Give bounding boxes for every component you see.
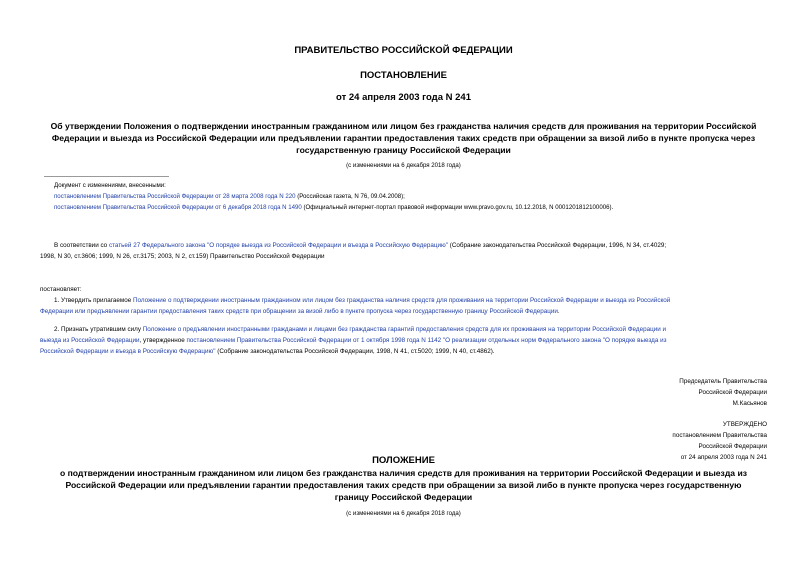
regulation-subtitle-line-3: границу Российской Федерации: [334, 492, 473, 502]
repealed-regulation-link[interactable]: Положение о предъявлении иностранными гражданами и лицами без гражданства гарантий предоставления средств для их проживания на территории Российской Федерации и: [142, 326, 667, 333]
clause-1: [40, 295, 770, 317]
amendment-item: [54, 191, 794, 202]
regulation-changes-note: (с изменениями на 6 декабря 2018 года): [346, 510, 461, 517]
regulation-subtitle-line-1: о подтверждении иностранным гражданином или лицом без гражданства наличия средств для проживания на территории Российской Федерации и выезда из: [59, 468, 748, 478]
government-heading: ПРАВИТЕЛЬСТВО РОССИЙСКОЙ ФЕДЕРАЦИИ: [294, 45, 513, 56]
clause-2-line-1: [40, 324, 770, 335]
doc-title-line-2: Федерации и выезда из Российской Федерации или предъявлении гарантии предоставления таких средств при обращении за визой либо в пункте пропуска через: [51, 133, 756, 143]
amendment-source-2: (Официальный интернет-портал правовой информации www.pravo.gov.ru, 10.12.2018, N 0001201812100006).: [301, 204, 614, 211]
doc-type-heading: ПОСТАНОВЛЕНИЕ: [360, 70, 447, 81]
signature-title: Председатель Правительства: [679, 378, 767, 385]
regulation-link-cont[interactable]: Федерации или предъявлении гарантии предоставления таких средств при обращении за визой либо в пункте пропуска через государственную границу Российской Федерации: [40, 308, 558, 315]
amendment-link-1[interactable]: постановлением Правительства Российской Федерации от 28 марта 2008 года N 220: [54, 193, 296, 200]
amendment-source-1: (Российская газета, N 76, 09.04.2008);: [295, 193, 405, 200]
signature-country: Российской Федерации: [698, 389, 767, 396]
clause-1-lead: 1. Утвердить прилагаемое: [54, 297, 133, 304]
preamble-text-a: В соответствии со: [54, 242, 109, 249]
decree-word: постановляет:: [40, 286, 82, 293]
signature-block: [679, 376, 767, 409]
approved-by: постановлением Правительства: [672, 432, 767, 439]
approved-country: Российской Федерации: [698, 443, 767, 450]
divider-rule: [44, 176, 169, 177]
clause-1-line-2: [40, 306, 770, 317]
clause-2-mid: , утвержденное: [139, 337, 187, 344]
repealed-regulation-link-cont[interactable]: выезда из Российской Федерации: [40, 337, 140, 344]
preamble-line-2: 1998, N 30, ст.3606; 1999, N 26, ст.3175; 2003, N 2, ст.159) Правительство Российской Федерации: [40, 253, 325, 260]
doc-title-line-1: Об утверждении Положения о подтверждении иностранным гражданином или лицом без гражданства наличия средств для проживания на территории Российской: [50, 121, 757, 131]
clause-2-line-2: [40, 335, 770, 346]
changes-note: (с изменениями на 6 декабря 2018 года): [346, 162, 461, 169]
doc-title-line-3: государственную границу Российской Федерации: [296, 145, 511, 155]
approved-label: УТВЕРЖДЕНО: [722, 421, 767, 428]
preamble-line-1: [40, 240, 770, 251]
doc-date-number: от 24 апреля 2003 года N 241: [336, 92, 471, 103]
signature-name: М.Касьянов: [732, 400, 767, 407]
decree-1142-link-cont[interactable]: Российской Федерации и въезда в Российскую Федерацию": [40, 348, 216, 355]
regulation-link[interactable]: Положение о подтверждении иностранным гражданином или лицом без гражданства наличия средств для проживания на территории Российской Федерации и выезда из Российской: [132, 297, 671, 304]
regulation-subtitle-line-2: Российской Федерации или предъявлении гарантии предоставления таких средств при обращении за визой либо в пункте пропуска через государственную: [65, 480, 742, 490]
regulation-title: ПОЛОЖЕНИЕ: [372, 455, 435, 466]
amendments-heading: Документ с изменениями, внесенными:: [54, 182, 166, 189]
clause-2-lead: 2. Признать утратившим силу: [54, 326, 143, 333]
preamble-text-b: (Собрание законодательства Российской Федерации, 1996, N 34, ст.4029;: [447, 242, 667, 249]
regulation-subtitle: [20, 467, 787, 503]
preamble: [40, 240, 770, 262]
clause-2: [40, 324, 770, 357]
clause-1-line-1: [40, 295, 770, 306]
clause-2-end: (Собрание законодательства Российской Федерации, 1998, N 41, ст.5020; 1999, N 40, ст.4862).: [215, 348, 495, 355]
amendment-item: [54, 202, 794, 213]
decree-1142-link[interactable]: постановлением Правительства Российской Федерации от 1 октября 1998 года N 1142 "О реализации отдельных норм Федерального закона "О порядке выезда из: [186, 337, 667, 344]
amendments-block: [54, 180, 794, 213]
doc-title: [20, 120, 787, 156]
clause-2-line-3: [40, 346, 770, 357]
clause-1-end: .: [557, 308, 560, 315]
amendment-link-2[interactable]: постановлением Правительства Российской Федерации от 6 декабря 2018 года N 1490: [54, 204, 302, 211]
approved-date: от 24 апреля 2003 года N 241: [680, 454, 767, 461]
law-article-link[interactable]: статьей 27 Федерального закона "О порядке выезда из Российской Федерации и въезда в Российскую Федерацию": [108, 242, 448, 249]
